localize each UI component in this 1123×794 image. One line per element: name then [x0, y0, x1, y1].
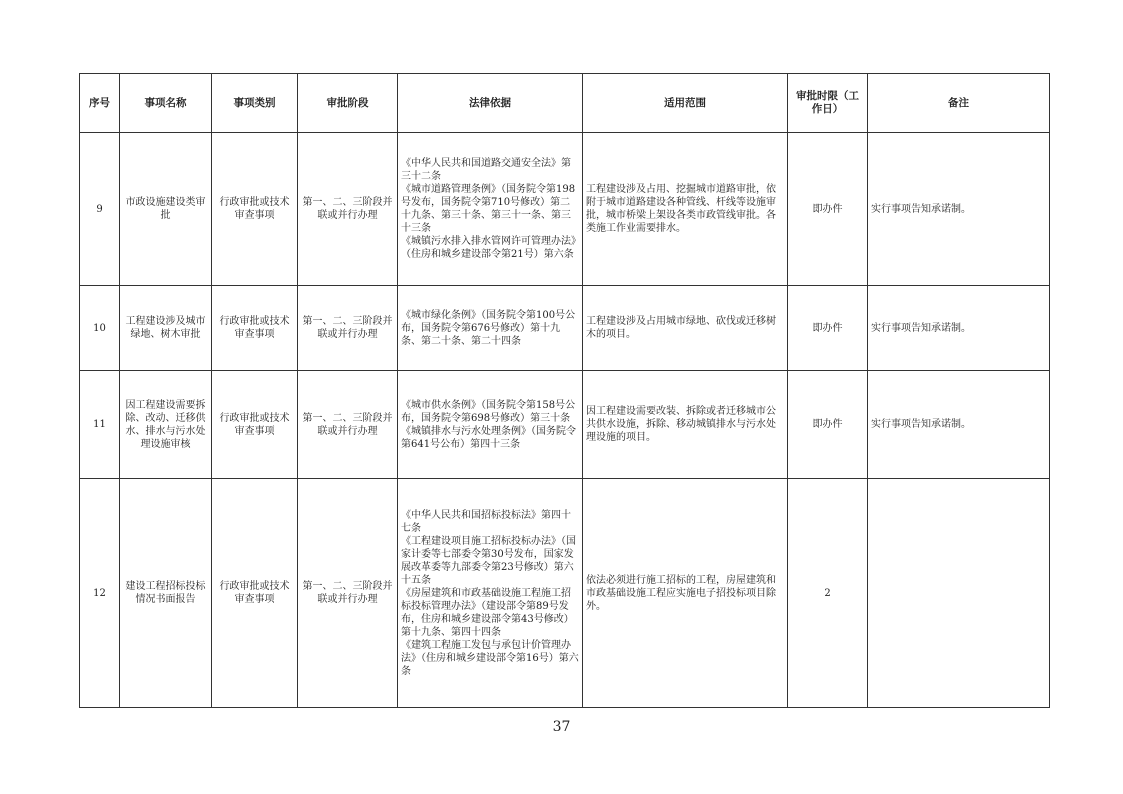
cell-item-name: 市政设施建设类审批 [120, 133, 212, 286]
cell-legal-basis: 《中华人民共和国招标投标法》第四十七条 《工程建设项目施工招标投标办法》（国家计委等七部委令第30号发布，国家发展改革委等九部委令第23号修改）第六十五条 《房屋建筑和市政基础设施工程施工招标投标管理办法》（建设部令第89号发布，住房和城乡建设部令第43号修改）第十九条、第四十四条 《建筑工程施工发包与承包计价管理办法》（住房和城乡建设部令第16号）第六条 [398, 479, 583, 708]
page-number: 37 [552, 719, 571, 735]
header-seq: 序号 [80, 74, 120, 133]
header-remarks: 备注 [868, 74, 1050, 133]
header-scope: 适用范围 [583, 74, 788, 133]
cell-item-name: 工程建设涉及城市绿地、树木审批 [120, 286, 212, 371]
cell-remarks: 实行事项告知承诺制。 [868, 371, 1050, 479]
header-item-name: 事项名称 [120, 74, 212, 133]
header-approval-stage: 审批阶段 [298, 74, 398, 133]
cell-time-limit: 2 [788, 479, 868, 708]
cell-remarks: 实行事项告知承诺制。 [868, 286, 1050, 371]
table-header-row [80, 74, 1050, 133]
cell-seq: 12 [80, 479, 120, 708]
cell-scope: 工程建设涉及占用、挖掘城市道路审批，依附于城市道路建设各种管线、杆线等设施审批，城市桥梁上架设各类市政管线审批。各类施工作业需要排水。 [583, 133, 788, 286]
cell-time-limit: 即办件 [788, 371, 868, 479]
table-row [80, 133, 1050, 286]
cell-scope: 因工程建设需要改装、拆除或者迁移城市公共供水设施，拆除、移动城镇排水与污水处理设施的项目。 [583, 371, 788, 479]
cell-legal-basis: 《中华人民共和国道路交通安全法》第三十二条 《城市道路管理条例》（国务院令第198号发布，国务院令第710号修改）第二十九条、第三十条、第三十一条、第三十三条 《城镇污水排入排水管网许可管理办法》（住房和城乡建设部令第21号）第六条 [398, 133, 583, 286]
cell-item-type: 行政审批或技术审查事项 [212, 371, 298, 479]
header-time-limit: 审批时限（工作日） [788, 74, 868, 133]
cell-approval-stage: 第一、二、三阶段并联或并行办理 [298, 479, 398, 708]
cell-approval-stage: 第一、二、三阶段并联或并行办理 [298, 133, 398, 286]
cell-time-limit: 即办件 [788, 133, 868, 286]
table-row [80, 286, 1050, 371]
table-row [80, 479, 1050, 708]
cell-scope: 依法必须进行施工招标的工程，房屋建筑和市政基础设施工程应实施电子招投标项目除外。 [583, 479, 788, 708]
header-legal-basis: 法律依据 [398, 74, 583, 133]
cell-approval-stage: 第一、二、三阶段并联或并行办理 [298, 371, 398, 479]
cell-item-name: 建设工程招标投标情况书面报告 [120, 479, 212, 708]
cell-seq: 10 [80, 286, 120, 371]
cell-remarks [868, 479, 1050, 708]
cell-seq: 9 [80, 133, 120, 286]
cell-approval-stage: 第一、二、三阶段并联或并行办理 [298, 286, 398, 371]
cell-legal-basis: 《城市供水条例》（国务院令第158号公布，国务院令第698号修改）第三十条 《城镇排水与污水处理条例》（国务院令第641号公布）第四十三条 [398, 371, 583, 479]
cell-item-type: 行政审批或技术审查事项 [212, 479, 298, 708]
cell-remarks: 实行事项告知承诺制。 [868, 133, 1050, 286]
cell-time-limit: 即办件 [788, 286, 868, 371]
cell-item-type: 行政审批或技术审查事项 [212, 286, 298, 371]
cell-item-type: 行政审批或技术审查事项 [212, 133, 298, 286]
header-item-type: 事项类别 [212, 74, 298, 133]
cell-legal-basis: 《城市绿化条例》（国务院令第100号公布，国务院令第676号修改）第十九条、第二十条、第二十四条 [398, 286, 583, 371]
table-row [80, 371, 1050, 479]
approval-items-table [79, 73, 1050, 708]
cell-seq: 11 [80, 371, 120, 479]
cell-item-name: 因工程建设需要拆除、改动、迁移供水、排水与污水处理设施审核 [120, 371, 212, 479]
cell-scope: 工程建设涉及占用城市绿地、砍伐或迁移树木的项目。 [583, 286, 788, 371]
